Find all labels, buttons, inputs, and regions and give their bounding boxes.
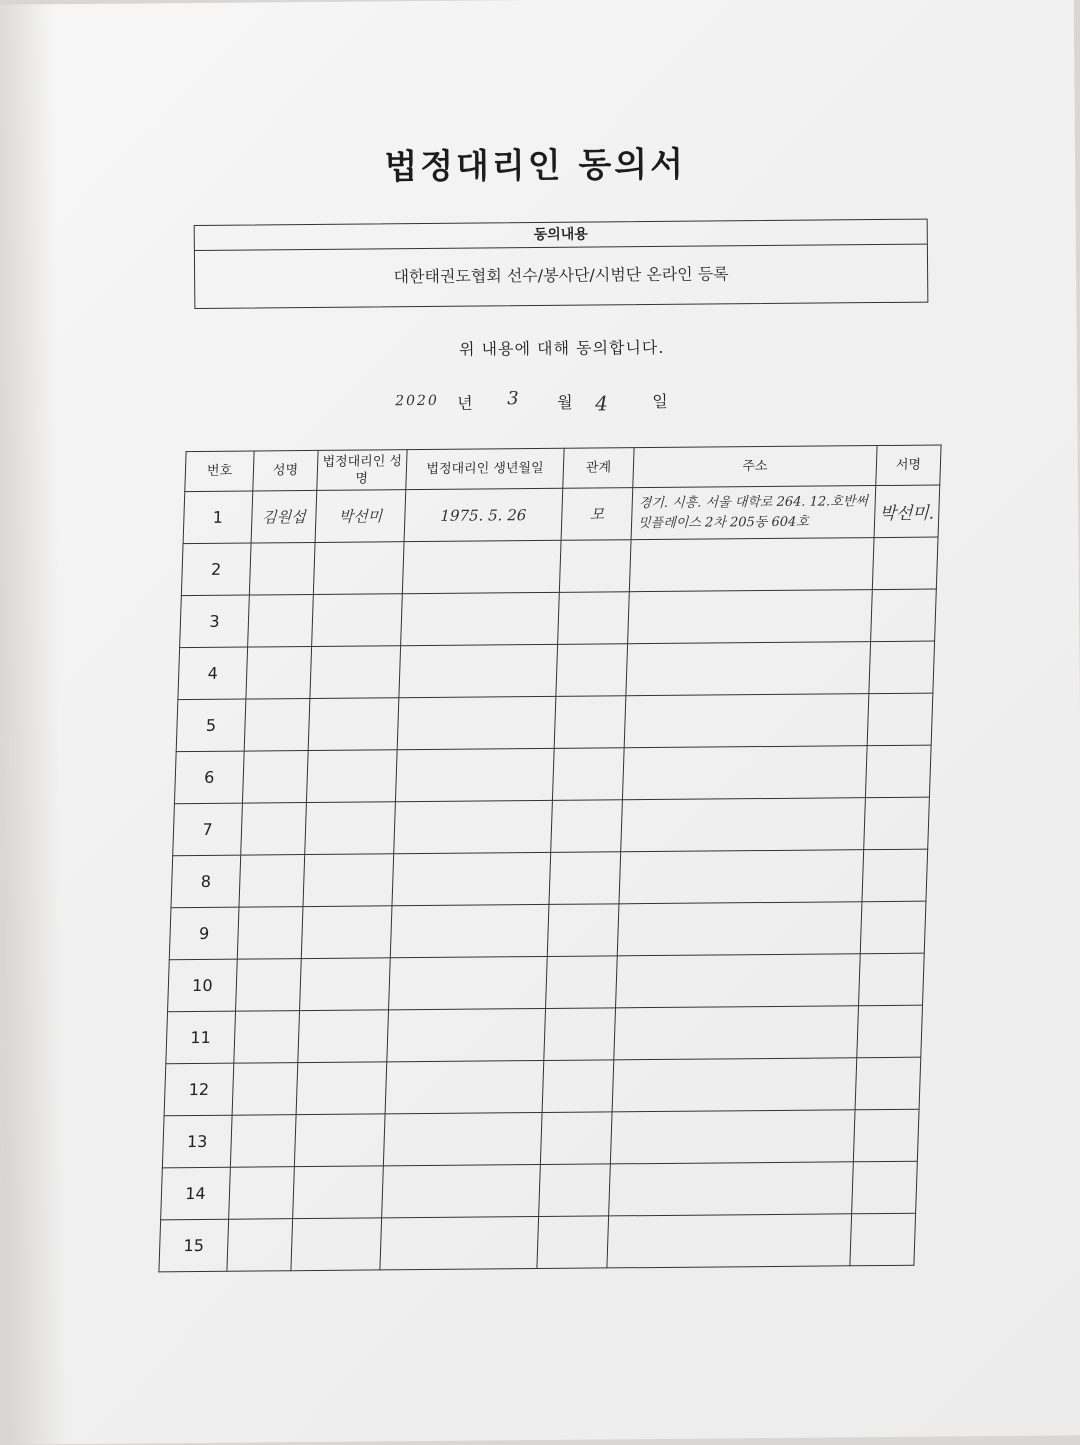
header-signature: 서명 bbox=[876, 445, 941, 486]
table-row bbox=[180, 589, 937, 648]
cell-guardian-name bbox=[312, 594, 403, 647]
cell-name bbox=[246, 646, 312, 699]
consent-box bbox=[194, 219, 929, 309]
cell-address bbox=[612, 1058, 857, 1112]
cell-number: 7 bbox=[173, 803, 243, 856]
date-line bbox=[0, 383, 1077, 422]
header-name: 성명 bbox=[253, 450, 318, 491]
cell-number: 1 bbox=[183, 491, 253, 544]
table-row bbox=[169, 901, 926, 960]
date-year-value: 2020 bbox=[395, 392, 439, 410]
cell-name bbox=[234, 1011, 300, 1064]
table-row bbox=[166, 1005, 923, 1064]
cell-relation bbox=[539, 1164, 611, 1217]
cell-guardian-birth bbox=[394, 800, 553, 853]
page-edge-shadow bbox=[0, 4, 66, 1444]
cell-guardian-name bbox=[308, 698, 399, 751]
cell-relation bbox=[549, 852, 621, 905]
cell-signature bbox=[853, 1109, 919, 1162]
cell-address bbox=[626, 642, 871, 696]
cell-number: 2 bbox=[181, 543, 251, 596]
cell-signature: 박선미. bbox=[874, 485, 940, 538]
cell-signature bbox=[859, 953, 925, 1006]
cell-signature bbox=[869, 641, 935, 694]
cell-address bbox=[614, 1006, 859, 1060]
cell-address: 경기. 시흥. 서울 대학로 264. 12.호반써밋플레이스 2차 205동 604호 bbox=[631, 486, 876, 540]
cell-address bbox=[616, 954, 861, 1008]
cell-guardian-name bbox=[305, 802, 396, 855]
table-row bbox=[164, 1057, 921, 1116]
cell-relation: 모 bbox=[561, 488, 633, 541]
cell-number: 8 bbox=[171, 855, 241, 908]
cell-relation bbox=[556, 644, 628, 697]
cell-signature bbox=[850, 1213, 916, 1266]
cell-guardian-birth bbox=[389, 956, 548, 1009]
cell-signature bbox=[864, 797, 930, 850]
cell-relation bbox=[558, 592, 630, 645]
cell-signature bbox=[865, 745, 931, 798]
cell-address bbox=[617, 902, 862, 956]
cell-guardian-name bbox=[313, 542, 404, 595]
cell-guardian-birth bbox=[399, 644, 558, 697]
cell-guardian-birth bbox=[395, 748, 554, 801]
cell-guardian-name bbox=[310, 646, 401, 699]
table-row bbox=[159, 1213, 916, 1272]
table-row bbox=[174, 745, 931, 804]
cell-address bbox=[609, 1162, 854, 1216]
cell-guardian-birth bbox=[387, 1008, 546, 1061]
cell-address bbox=[628, 590, 873, 644]
table-row bbox=[168, 953, 925, 1012]
table-row bbox=[181, 537, 938, 596]
cell-signature bbox=[860, 901, 926, 954]
cell-signature bbox=[852, 1161, 918, 1214]
table-row bbox=[161, 1161, 918, 1220]
cell-guardian-name bbox=[303, 854, 394, 907]
cell-name bbox=[249, 542, 315, 595]
cell-name bbox=[244, 699, 310, 752]
cell-relation bbox=[551, 800, 623, 853]
consent-body: 대한태권도협회 선수/봉사단/시범단 온라인 등록 bbox=[393, 264, 729, 287]
cell-number: 12 bbox=[164, 1063, 234, 1116]
cell-guardian-birth bbox=[382, 1165, 541, 1218]
cell-address bbox=[629, 538, 874, 592]
cell-number: 3 bbox=[180, 595, 250, 648]
consent-header: 동의내용 bbox=[195, 220, 927, 251]
cell-relation bbox=[542, 1060, 614, 1113]
cell-name bbox=[232, 1063, 298, 1116]
cell-address bbox=[621, 798, 866, 852]
cell-number: 4 bbox=[178, 647, 248, 700]
cell-guardian-birth: 1975. 5. 26 bbox=[404, 488, 563, 541]
cell-guardian-birth bbox=[390, 904, 549, 957]
header-guardian-birth: 법정대리인 생년월일 bbox=[406, 448, 564, 489]
cell-relation bbox=[546, 956, 618, 1009]
cell-relation bbox=[552, 748, 624, 801]
date-day-value: 4 bbox=[595, 391, 609, 416]
cell-name bbox=[248, 594, 314, 647]
cell-number: 13 bbox=[162, 1115, 232, 1168]
cell-guardian-name bbox=[291, 1218, 382, 1271]
header-address: 주소 bbox=[633, 446, 877, 488]
cell-name bbox=[241, 803, 307, 856]
cell-name: 김원섭 bbox=[251, 490, 317, 543]
cell-address bbox=[619, 850, 864, 904]
agree-statement: 위 내용에 대해 동의합니다. bbox=[458, 337, 665, 359]
cell-number: 5 bbox=[176, 699, 246, 752]
table-row bbox=[183, 485, 940, 544]
cell-relation bbox=[537, 1216, 609, 1269]
cell-relation bbox=[547, 904, 619, 957]
table-row bbox=[171, 849, 928, 908]
cell-guardian-name bbox=[294, 1114, 385, 1167]
cell-number: 11 bbox=[166, 1011, 236, 1064]
cell-guardian-name bbox=[298, 1010, 389, 1063]
cell-number: 14 bbox=[161, 1167, 231, 1220]
cell-guardian-name: 박선미 bbox=[315, 490, 406, 543]
cell-name bbox=[230, 1115, 296, 1168]
cell-signature bbox=[855, 1057, 921, 1110]
table-header-row bbox=[185, 445, 941, 492]
cell-number: 9 bbox=[169, 907, 239, 960]
cell-guardian-name bbox=[306, 750, 397, 803]
cell-guardian-birth bbox=[397, 696, 556, 749]
cell-guardian-birth bbox=[383, 1112, 542, 1165]
cell-relation bbox=[559, 540, 631, 593]
cell-address bbox=[607, 1214, 852, 1268]
cell-relation bbox=[540, 1112, 612, 1165]
cell-guardian-birth bbox=[401, 592, 560, 645]
cell-guardian-name bbox=[296, 1062, 387, 1115]
table-row bbox=[162, 1109, 919, 1168]
cell-signature bbox=[872, 537, 938, 590]
header-relation: 관계 bbox=[563, 448, 634, 489]
cell-number: 10 bbox=[168, 959, 238, 1012]
table-row bbox=[176, 693, 933, 752]
header-number: 번호 bbox=[185, 451, 254, 492]
date-day-label: 일 bbox=[652, 391, 668, 412]
cell-guardian-name bbox=[293, 1166, 384, 1219]
page-title: 법정대리인 동의서 bbox=[384, 144, 687, 188]
cell-guardian-name bbox=[300, 958, 391, 1011]
cell-name bbox=[242, 751, 308, 804]
cell-signature bbox=[857, 1005, 923, 1058]
cell-name bbox=[227, 1219, 293, 1272]
table-row bbox=[173, 797, 930, 856]
cell-relation bbox=[554, 696, 626, 749]
cell-guardian-name bbox=[301, 906, 392, 959]
table-row bbox=[178, 641, 935, 700]
cell-name bbox=[237, 907, 303, 960]
cell-guardian-birth bbox=[385, 1060, 544, 1113]
cell-address bbox=[610, 1110, 855, 1164]
guardian-table bbox=[158, 444, 941, 1272]
cell-name bbox=[239, 855, 305, 908]
date-month-value: 3 bbox=[507, 388, 519, 410]
cell-guardian-birth bbox=[402, 540, 561, 593]
date-month-label: 월 bbox=[557, 392, 573, 412]
cell-name bbox=[236, 959, 302, 1012]
cell-address bbox=[624, 694, 869, 748]
header-guardian-name: 법정대리인 성명 bbox=[317, 450, 407, 491]
cell-number: 6 bbox=[174, 751, 244, 804]
cell-guardian-birth bbox=[380, 1217, 539, 1270]
cell-signature bbox=[862, 849, 928, 902]
cell-name bbox=[229, 1167, 295, 1220]
cell-signature bbox=[871, 589, 937, 642]
cell-address bbox=[622, 746, 867, 800]
cell-number: 15 bbox=[159, 1219, 229, 1272]
cell-guardian-birth bbox=[392, 852, 551, 905]
cell-signature bbox=[867, 693, 933, 746]
date-year-label: 년 bbox=[457, 393, 473, 413]
cell-relation bbox=[544, 1008, 616, 1061]
